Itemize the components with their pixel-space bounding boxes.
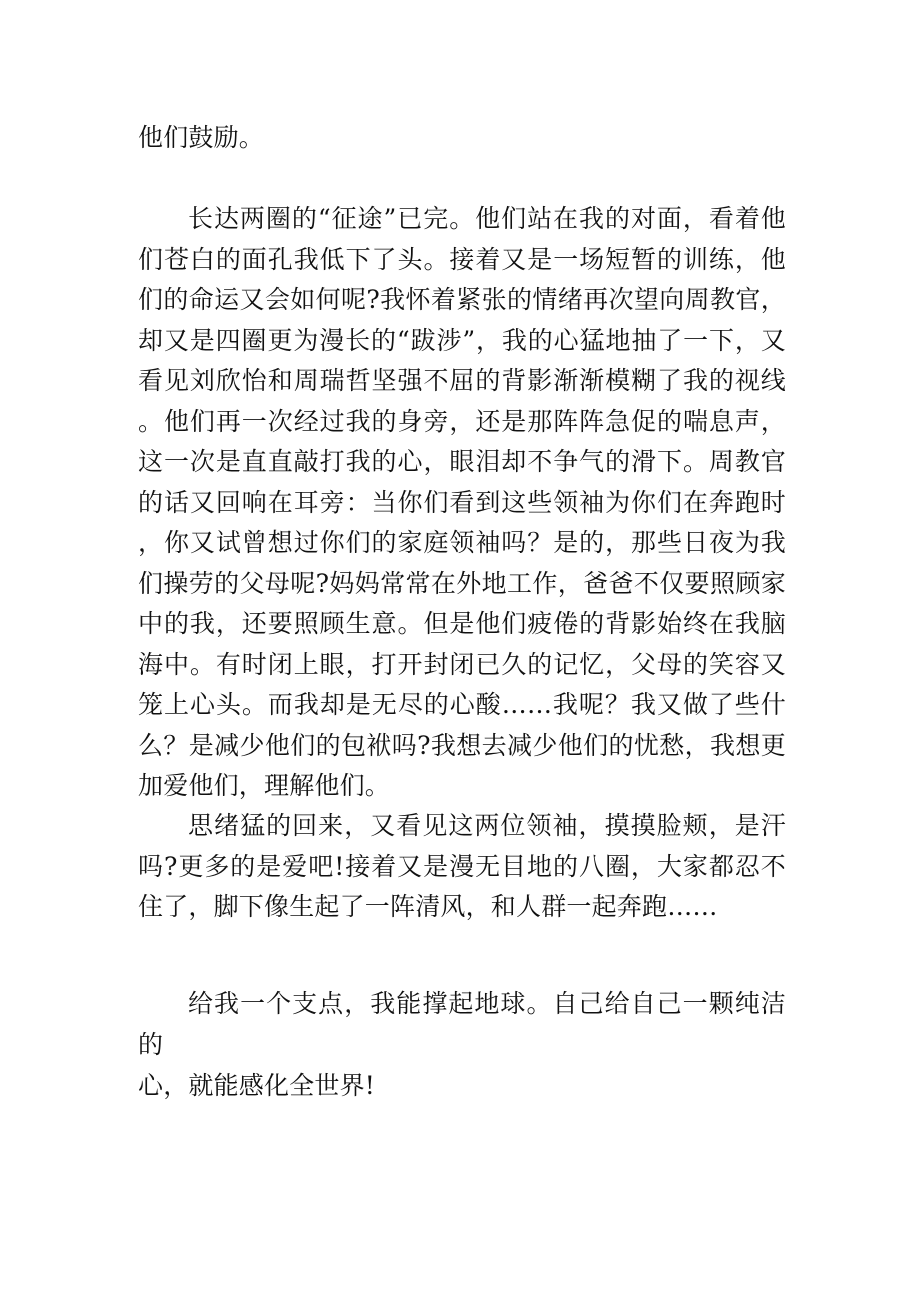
paragraph-closing-line-2: 心，就能感化全世界! <box>138 1071 376 1100</box>
paragraph-continuation: 他们鼓励。 <box>138 123 265 152</box>
paragraph-closing-line-1: 给我一个支点，我能撑起地球。自己给自己一颗纯洁的 <box>138 989 786 1059</box>
paragraph-running-together: 思绪猛的回来，又看见这两位领袖，摸摸脸颊，是汗吗?更多的是爱吧!接着又是漫无目地的八圈，大家都忍不住了，脚下像生起了一阵清风，和人群一起奔跑…… <box>138 811 786 921</box>
paragraph-training-reflection: 长达两圈的“征途”已完。他们站在我的对面，看着他们苍白的面孔我低下了头。接着又是一场短暂的训练，他们的命运又会如何呢?我怀着紧张的情绪再次望向周教官，却又是四圈更为漫长的“跋涉”，我的心猛地抽了一下，又看见刘欣怡和周瑞哲坚强不屈的背影渐渐模糊了我的视线。他们再一次经过我的身旁，还是那阵阵急促的喘息声，这一次是直直敲打我的心，眼泪却不争气的滑下。周教官的话又回响在耳旁：当你们看到这些领袖为你们在奔跑时，你又试曾想过你们的家庭领袖吗？是的，那些日夜为我们操劳的父母呢?妈妈常常在外地工作，爸爸不仅要照顾家中的我，还要照顾生意。但是他们疲倦的背影始终在我脑海中。有时闭上眼，打开封闭已久的记忆，父母的笑容又笼上心头。而我却是无尽的心酸……我呢？我又做了些什么？是减少他们的包袱吗?我想去减少他们的忧愁，我想更加爱他们，理解他们。 <box>138 204 786 800</box>
